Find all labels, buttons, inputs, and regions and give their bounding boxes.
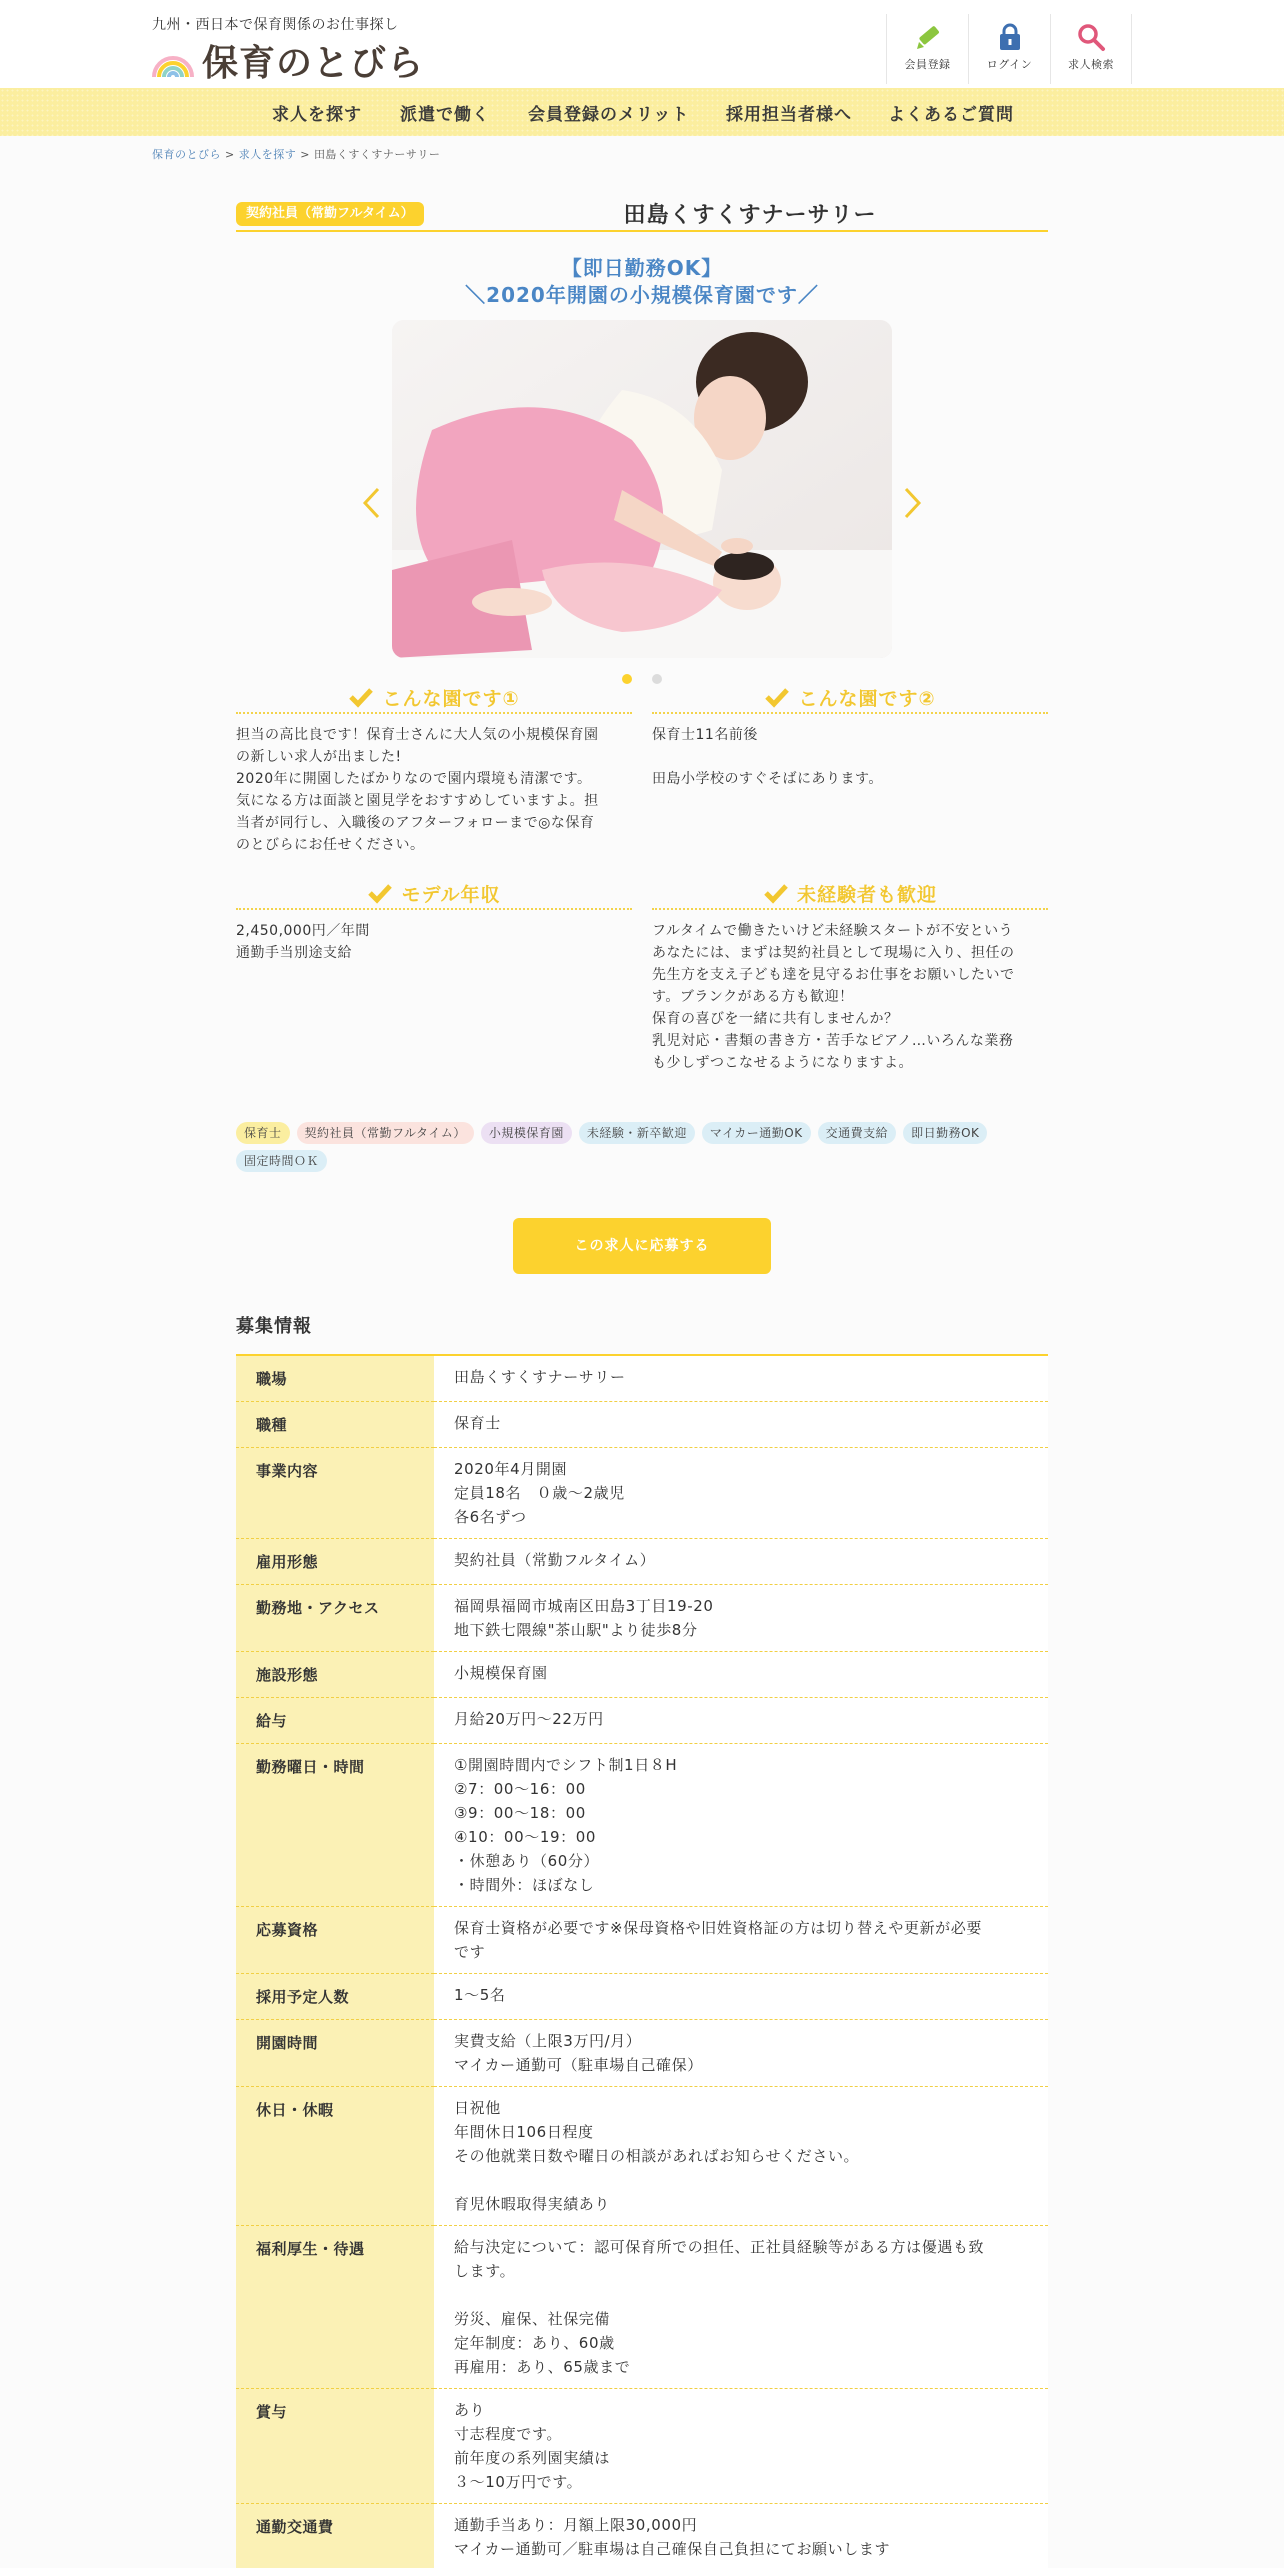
info-value-line: 寸志程度です。 xyxy=(454,2425,563,2443)
info-value-line: 保育士資格が必要です※保母資格や旧姓資格証の方は切り替えや更新が必要 xyxy=(454,1919,982,1937)
rainbow-logo-icon xyxy=(150,41,196,79)
info-value-line: あり xyxy=(454,2401,486,2419)
info-row xyxy=(236,1448,1048,1539)
info-row xyxy=(236,1652,1048,1698)
nav-item-member-benefits[interactable]: 会員登録のメリット xyxy=(528,105,690,125)
feature-line: のとびらにお任せください。 xyxy=(236,837,425,853)
info-row-value xyxy=(434,2087,1048,2226)
job-title: 田島くすくすナーサリー xyxy=(623,203,877,228)
info-row-value xyxy=(434,1652,1048,1698)
info-row-label: 勤務地・アクセス xyxy=(236,1585,434,1652)
info-row-label: 休日・休暇 xyxy=(236,2087,434,2226)
info-row xyxy=(236,1907,1048,1974)
info-value-line xyxy=(454,2283,1030,2307)
info-value-line: 地下鉄七隈線"茶山駅"より徒歩8分 xyxy=(454,1621,698,1639)
breadcrumb xyxy=(152,146,440,162)
tag-inexperienced-welcome[interactable]: 未経験・新卒歓迎 xyxy=(579,1122,695,1144)
info-row xyxy=(236,1698,1048,1744)
info-value-line: します。 xyxy=(454,2262,516,2280)
info-row-value xyxy=(434,1585,1048,1652)
info-row-label: 応募資格 xyxy=(236,1907,434,1974)
info-value-line: 定員18名 ０歳～2歳児 xyxy=(454,1484,625,1502)
feature-line: す。ブランクがある方も歓迎！ xyxy=(652,989,854,1005)
tag-immediate-start[interactable]: 即日勤務OK xyxy=(903,1122,987,1144)
tag-transport-allowance[interactable]: 交通費支給 xyxy=(818,1122,897,1144)
info-value-line: 小規模保育園 xyxy=(454,1664,548,1682)
info-value-line: 労災、雇保、社保完備 xyxy=(454,2310,611,2328)
info-row-label: 通勤交通費 xyxy=(236,2504,434,2568)
feature-title: こんな園です① xyxy=(382,687,520,710)
info-value-line: 年間休日106日程度 xyxy=(454,2123,594,2141)
feature-line: 当者が同行し、入職後のアフターフォローまで◎な保育 xyxy=(236,815,595,831)
info-row xyxy=(236,1974,1048,2020)
info-row-value xyxy=(434,1907,1048,1974)
info-row xyxy=(236,2020,1048,2087)
info-row xyxy=(236,1402,1048,1448)
register-link[interactable] xyxy=(886,14,968,84)
feature-box-1 xyxy=(236,682,632,856)
feature-line xyxy=(652,746,1048,768)
feature-body xyxy=(236,724,632,856)
feature-line: 2,450,000円／年間 xyxy=(236,923,370,939)
info-row-label: 事業内容 xyxy=(236,1448,434,1539)
info-row xyxy=(236,2389,1048,2504)
info-row-label: 職場 xyxy=(236,1355,434,1402)
feature-body xyxy=(236,920,632,964)
job-tags xyxy=(236,1122,1048,1172)
info-value-line: 1～5名 xyxy=(454,1986,506,2004)
info-row xyxy=(236,1539,1048,1585)
info-row-value xyxy=(434,1402,1048,1448)
breadcrumb-separator: > xyxy=(225,148,235,161)
carousel-prev-arrow-icon[interactable] xyxy=(360,486,384,520)
breadcrumb-home[interactable]: 保育のとびら xyxy=(152,148,221,161)
recruitment-info-table xyxy=(236,1354,1048,2568)
info-row-value xyxy=(434,1448,1048,1539)
feature-heading xyxy=(652,682,1048,714)
feature-heading xyxy=(236,878,632,910)
login-link[interactable] xyxy=(968,14,1050,84)
feature-title: 未経験者も歓迎 xyxy=(796,883,937,906)
job-search-link[interactable] xyxy=(1050,14,1132,84)
check-icon xyxy=(764,686,790,708)
info-value-line: 育児休暇取得実績あり xyxy=(454,2195,611,2213)
carousel-next-arrow-icon[interactable] xyxy=(900,486,924,520)
info-row xyxy=(236,2226,1048,2389)
info-value-line: 各6名ずつ xyxy=(454,1508,527,1526)
carousel-photo xyxy=(392,320,892,658)
feature-line: 通勤手当別途支給 xyxy=(236,945,352,961)
tag-car-commute[interactable]: マイカー通勤OK xyxy=(702,1122,811,1144)
info-row-value xyxy=(434,1744,1048,1907)
info-row-label: 福利厚生・待遇 xyxy=(236,2226,434,2389)
feature-line: 2020年に開園したばかりなので園内環境も清潔です。 xyxy=(236,771,592,787)
info-row-value xyxy=(434,1539,1048,1585)
info-value-line xyxy=(454,2168,1030,2192)
info-row xyxy=(236,2087,1048,2226)
info-value-line: マイカー通勤可（駐車場自己確保） xyxy=(454,2056,703,2074)
info-row xyxy=(236,2504,1048,2568)
feature-line: 先生方を支え子ども達を見守るお仕事をお願いしたいで xyxy=(652,967,1015,983)
info-value-line: その他就業日数や曜日の相談があればお知らせください。 xyxy=(454,2147,860,2165)
feature-box-3 xyxy=(236,878,632,964)
feature-line: 担当の高比良です！保育士さんに大人気の小規模保育園 xyxy=(236,727,599,743)
info-value-line: 田島くすくすナーサリー xyxy=(454,1368,626,1386)
login-label: ログイン xyxy=(986,58,1033,71)
catch-copy-1: 【即日勤務OK】 xyxy=(561,256,723,280)
feature-line: 田島小学校のすぐそばにあります。 xyxy=(652,771,883,787)
check-icon xyxy=(763,882,789,904)
nav-item-dispatch[interactable]: 派遣で働く xyxy=(400,105,490,125)
info-value-line: 福岡県福岡市城南区田島3丁目19-20 xyxy=(454,1597,714,1615)
info-row-label: 勤務曜日・時間 xyxy=(236,1744,434,1907)
info-row-value xyxy=(434,1974,1048,2020)
section-title: 募集情報 xyxy=(236,1316,312,1337)
info-value-line: 再雇用：あり、65歳まで xyxy=(454,2358,631,2376)
feature-line: 気になる方は面談と園見学をおすすめしていますよ。担 xyxy=(236,793,599,809)
register-label: 会員登録 xyxy=(904,58,951,71)
info-value-line: ３～10万円です。 xyxy=(454,2473,583,2491)
info-row-value xyxy=(434,2504,1048,2568)
info-value-line: 通勤手当あり：月額上限30,000円 xyxy=(454,2516,698,2534)
info-value-line: 2020年4月開園 xyxy=(454,1460,568,1478)
caregiver-baby-illustration xyxy=(392,320,892,658)
breadcrumb-current: 田島くすくすナーサリー xyxy=(313,148,441,161)
info-value-line: 給与決定について：認可保育所での担任、正社員経験等がある方は優遇も致 xyxy=(454,2238,985,2256)
info-value-line: 日祝他 xyxy=(454,2099,501,2117)
lock-icon xyxy=(995,22,1025,52)
info-value-line: ③9：00～18：00 xyxy=(454,1804,586,1822)
nav-item-employers[interactable]: 採用担当者様へ xyxy=(726,105,852,125)
feature-line: あなたには、まずは契約社員として現場に入り、担任の xyxy=(652,945,1015,961)
info-value-line: 契約社員（常勤フルタイム） xyxy=(454,1551,656,1569)
site-tagline: 九州・西日本で保育関係のお仕事探し xyxy=(152,17,399,33)
feature-body xyxy=(652,724,1048,790)
info-value-line: ②7：00～16：00 xyxy=(454,1780,586,1798)
info-row-value xyxy=(434,2226,1048,2389)
site-logo[interactable] xyxy=(150,38,424,82)
feature-line: も少しずつこなせるようになりますよ。 xyxy=(652,1055,913,1071)
info-value-line: ④10：00～19：00 xyxy=(454,1828,596,1846)
feature-title: モデル年収 xyxy=(401,883,501,906)
tag-fixed-hours[interactable]: 固定時間ＯＫ xyxy=(236,1150,327,1172)
info-row-label: 職種 xyxy=(236,1402,434,1448)
feature-line: 保育士11名前後 xyxy=(652,727,758,743)
info-value-line: です xyxy=(454,1943,486,1961)
feature-line: フルタイムで働きたいけど未経験スタートが不安という xyxy=(652,923,1014,939)
search-icon xyxy=(1076,22,1106,52)
pencil-icon xyxy=(913,22,943,52)
info-row-value xyxy=(434,2389,1048,2504)
info-value-line: マイカー通勤可／駐車場は自己確保自己負担にてお願いします xyxy=(454,2540,891,2558)
tag-childcare-worker[interactable]: 保育士 xyxy=(236,1122,290,1144)
feature-line: 乳児対応・書類の書き方・苦手なピアノ…いろんな業務 xyxy=(652,1033,1014,1049)
info-value-line: 月給20万円～22万円 xyxy=(454,1710,604,1728)
logo-text: 保育のとびら xyxy=(202,42,425,84)
info-row-label: 賞与 xyxy=(236,2389,434,2504)
info-row xyxy=(236,1744,1048,1907)
feature-heading xyxy=(652,878,1048,910)
info-row xyxy=(236,1355,1048,1402)
info-row-value xyxy=(434,1698,1048,1744)
info-row-label: 開園時間 xyxy=(236,2020,434,2087)
info-value-line: 前年度の系列園実績は xyxy=(454,2449,611,2467)
feature-title: こんな園です② xyxy=(798,687,936,710)
info-row-value xyxy=(434,2020,1048,2087)
apply-button[interactable]: この求人に応募する xyxy=(513,1218,771,1274)
info-value-line: 実費支給（上限3万円/月） xyxy=(454,2032,642,2050)
tag-small-nursery[interactable]: 小規模保育園 xyxy=(481,1122,572,1144)
nav-item-faq[interactable]: よくあるご質問 xyxy=(888,105,1014,125)
job-search-label: 求人検索 xyxy=(1068,58,1114,71)
info-row xyxy=(236,1585,1048,1652)
breadcrumb-jobs[interactable]: 求人を探す xyxy=(238,148,297,161)
feature-line: の新しい求人が出ました! xyxy=(236,749,402,765)
info-row-value xyxy=(434,1355,1048,1402)
nav-item-find-jobs[interactable]: 求人を探す xyxy=(272,105,362,125)
check-icon xyxy=(348,686,374,708)
info-row-label: 施設形態 xyxy=(236,1652,434,1698)
feature-box-2 xyxy=(652,682,1048,790)
catch-copy-2: ＼2020年開園の小規模保育園です／ xyxy=(465,283,819,307)
info-value-line: 定年制度：あり、60歳 xyxy=(454,2334,615,2352)
title-divider xyxy=(236,230,1048,232)
tag-contract-employee[interactable]: 契約社員（常勤フルタイム） xyxy=(297,1122,474,1144)
info-value-line: ・時間外：ほぼなし xyxy=(454,1876,595,1894)
feature-box-4 xyxy=(652,878,1048,1074)
info-value-line: ①開園時間内でシフト制1日８H xyxy=(454,1756,678,1774)
info-value-line: ・休憩あり（60分） xyxy=(454,1852,600,1870)
check-icon xyxy=(367,882,393,904)
feature-line: 保育の喜びを一緒に共有しませんか？ xyxy=(652,1011,899,1027)
info-value-line: 保育士 xyxy=(454,1414,501,1432)
feature-heading xyxy=(236,682,632,714)
info-row-label: 雇用形態 xyxy=(236,1539,434,1585)
info-row-label: 給与 xyxy=(236,1698,434,1744)
employment-type-badge: 契約社員（常勤フルタイム） xyxy=(236,202,424,226)
feature-body xyxy=(652,920,1048,1074)
info-row-label: 採用予定人数 xyxy=(236,1974,434,2020)
breadcrumb-separator: > xyxy=(300,148,310,161)
